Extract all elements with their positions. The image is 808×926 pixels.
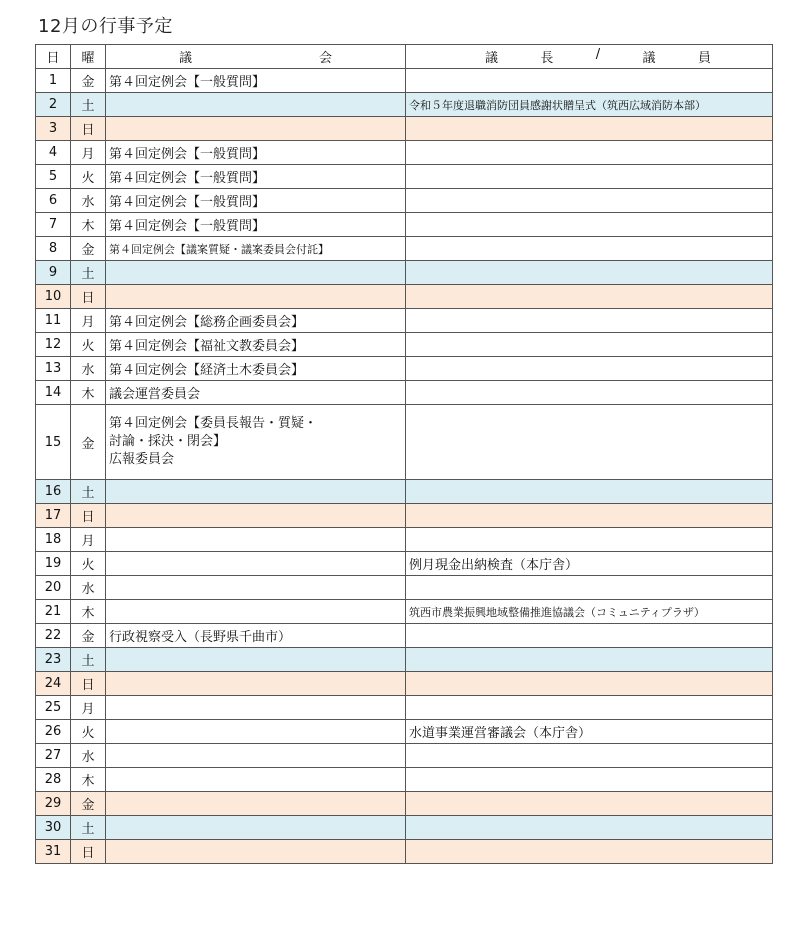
weekday-cell: 金: [71, 405, 106, 480]
council-event-cell: 議会運営委員会: [106, 381, 406, 405]
weekday-cell: 日: [71, 672, 106, 696]
weekday-cell: 日: [71, 117, 106, 141]
day-cell: 4: [36, 141, 71, 165]
table-row: [36, 528, 773, 552]
day-cell: 23: [36, 648, 71, 672]
header-council-char: 議: [179, 51, 193, 66]
council-event-cell: [106, 744, 406, 768]
table-row: [36, 840, 773, 864]
page-title: 12月の行事予定: [38, 16, 173, 37]
day-cell: 26: [36, 720, 71, 744]
chair-member-event-cell: [406, 69, 773, 93]
table-row: [36, 69, 773, 93]
chair-member-event-cell: [406, 141, 773, 165]
day-cell: 11: [36, 309, 71, 333]
chair-member-event-cell: [406, 189, 773, 213]
header-dow: 曜: [71, 45, 106, 69]
table-row: [36, 189, 773, 213]
day-cell: 25: [36, 696, 71, 720]
council-event-cell: [106, 552, 406, 576]
day-cell: 17: [36, 504, 71, 528]
weekday-cell: 土: [71, 816, 106, 840]
council-event-cell: [106, 405, 406, 480]
header-chair-char: 長: [540, 51, 554, 66]
day-cell: 21: [36, 600, 71, 624]
day-cell: 6: [36, 189, 71, 213]
council-event-line: 第４回定例会【委員長報告・質疑・: [109, 416, 318, 431]
weekday-cell: 火: [71, 552, 106, 576]
weekday-cell: 木: [71, 381, 106, 405]
chair-member-event-cell: [406, 624, 773, 648]
weekday-cell: 土: [71, 480, 106, 504]
table-header-row: [36, 45, 773, 69]
chair-member-event-cell: [406, 768, 773, 792]
chair-member-event-cell: 水道事業運営審議会（本庁舎）: [406, 720, 773, 744]
council-event-cell: [106, 261, 406, 285]
weekday-cell: 金: [71, 792, 106, 816]
weekday-cell: 月: [71, 696, 106, 720]
day-cell: 2: [36, 93, 71, 117]
table-row: [36, 237, 773, 261]
council-event-cell: 行政視察受入（長野県千曲市）: [106, 624, 406, 648]
weekday-cell: 金: [71, 69, 106, 93]
weekday-cell: 月: [71, 141, 106, 165]
table-row: [36, 576, 773, 600]
chair-member-event-cell: [406, 213, 773, 237]
chair-member-event-cell: [406, 381, 773, 405]
header-council: [106, 45, 406, 69]
council-event-cell: [106, 816, 406, 840]
council-event-cell: [106, 576, 406, 600]
table-row: [36, 480, 773, 504]
weekday-cell: 金: [71, 624, 106, 648]
day-cell: 16: [36, 480, 71, 504]
table-row: [36, 720, 773, 744]
weekday-cell: 火: [71, 720, 106, 744]
council-event-cell: [106, 720, 406, 744]
weekday-cell: 月: [71, 528, 106, 552]
council-event-cell: [106, 480, 406, 504]
chair-member-event-cell: [406, 165, 773, 189]
header-chair-members: [406, 45, 773, 69]
chair-member-event-cell: [406, 528, 773, 552]
table-row: [36, 333, 773, 357]
chair-member-event-cell: [406, 261, 773, 285]
table-row: [36, 504, 773, 528]
table-row: [36, 768, 773, 792]
table-row: [36, 285, 773, 309]
table-row: [36, 93, 773, 117]
council-event-line: 討論・採決・閉会】: [109, 434, 227, 449]
weekday-cell: 木: [71, 768, 106, 792]
council-event-cell: [106, 792, 406, 816]
council-event-cell: [106, 93, 406, 117]
chair-member-event-cell: [406, 117, 773, 141]
day-cell: 18: [36, 528, 71, 552]
weekday-cell: 日: [71, 840, 106, 864]
council-event-cell: [106, 285, 406, 309]
day-cell: 22: [36, 624, 71, 648]
council-event-cell: [106, 648, 406, 672]
weekday-cell: 日: [71, 285, 106, 309]
chair-member-event-cell: [406, 333, 773, 357]
council-event-cell: 第４回定例会【総務企画委員会】: [106, 309, 406, 333]
chair-member-event-cell: [406, 792, 773, 816]
table-row: [36, 213, 773, 237]
day-cell: 1: [36, 69, 71, 93]
chair-member-event-cell: [406, 285, 773, 309]
schedule-table: [35, 44, 773, 864]
council-event-cell: 第４回定例会【一般質問】: [106, 69, 406, 93]
table-row: [36, 792, 773, 816]
council-event-cell: 第４回定例会【一般質問】: [106, 165, 406, 189]
chair-member-event-cell: [406, 480, 773, 504]
day-cell: 29: [36, 792, 71, 816]
day-cell: 14: [36, 381, 71, 405]
weekday-cell: 土: [71, 648, 106, 672]
table-row: [36, 624, 773, 648]
day-cell: 27: [36, 744, 71, 768]
council-event-cell: 第４回定例会【福祉文教委員会】: [106, 333, 406, 357]
day-cell: 28: [36, 768, 71, 792]
chair-member-event-cell: [406, 648, 773, 672]
table-row: [36, 309, 773, 333]
chair-member-event-cell: [406, 504, 773, 528]
table-row: [36, 381, 773, 405]
council-event-cell: 第４回定例会【一般質問】: [106, 141, 406, 165]
day-cell: 31: [36, 840, 71, 864]
chair-member-event-cell: [406, 840, 773, 864]
header-chair-char: 議: [642, 51, 656, 66]
chair-member-event-cell: 筑西市農業振興地域整備推進協議会（コミュニティプラザ）: [406, 600, 773, 624]
day-cell: 12: [36, 333, 71, 357]
council-event-cell: 第４回定例会【一般質問】: [106, 189, 406, 213]
council-event-cell: [106, 528, 406, 552]
header-chair-char: /: [595, 47, 601, 62]
day-cell: 24: [36, 672, 71, 696]
council-event-cell: [106, 768, 406, 792]
chair-member-event-cell: 令和５年度退職消防団員感謝状贈呈式（筑西広域消防本部）: [406, 93, 773, 117]
weekday-cell: 金: [71, 237, 106, 261]
weekday-cell: 火: [71, 333, 106, 357]
council-event-cell: [106, 672, 406, 696]
weekday-cell: 月: [71, 309, 106, 333]
weekday-cell: 木: [71, 600, 106, 624]
table-row: [36, 357, 773, 381]
day-cell: 8: [36, 237, 71, 261]
day-cell: 7: [36, 213, 71, 237]
weekday-cell: 水: [71, 357, 106, 381]
weekday-cell: 土: [71, 93, 106, 117]
table-row: [36, 117, 773, 141]
weekday-cell: 土: [71, 261, 106, 285]
day-cell: 20: [36, 576, 71, 600]
chair-member-event-cell: [406, 309, 773, 333]
table-row: [36, 165, 773, 189]
day-cell: 19: [36, 552, 71, 576]
chair-member-event-cell: 例月現金出納検査（本庁舎）: [406, 552, 773, 576]
chair-member-event-cell: [406, 405, 773, 480]
weekday-cell: 木: [71, 213, 106, 237]
table-row: [36, 600, 773, 624]
council-event-cell: 第４回定例会【経済土木委員会】: [106, 357, 406, 381]
day-cell: 30: [36, 816, 71, 840]
council-event-cell: [106, 840, 406, 864]
day-cell: 9: [36, 261, 71, 285]
table-row: [36, 405, 773, 480]
day-cell: 5: [36, 165, 71, 189]
table-row: [36, 696, 773, 720]
chair-member-event-cell: [406, 816, 773, 840]
day-cell: 3: [36, 117, 71, 141]
header-council-char: 会: [318, 51, 332, 66]
header-chair-char: 議: [485, 51, 499, 66]
table-row: [36, 648, 773, 672]
weekday-cell: 日: [71, 504, 106, 528]
chair-member-event-cell: [406, 237, 773, 261]
chair-member-event-cell: [406, 576, 773, 600]
header-day: 日: [36, 45, 71, 69]
table-row: [36, 261, 773, 285]
weekday-cell: 水: [71, 189, 106, 213]
table-row: [36, 141, 773, 165]
weekday-cell: 水: [71, 744, 106, 768]
day-cell: 13: [36, 357, 71, 381]
council-event-line: 広報委員会: [109, 452, 175, 467]
chair-member-event-cell: [406, 696, 773, 720]
weekday-cell: 水: [71, 576, 106, 600]
weekday-cell: 火: [71, 165, 106, 189]
council-event-cell: [106, 117, 406, 141]
table-row: [36, 816, 773, 840]
council-event-cell: [106, 600, 406, 624]
header-chair-char: 員: [697, 51, 711, 66]
chair-member-event-cell: [406, 672, 773, 696]
council-event-cell: 第４回定例会【一般質問】: [106, 213, 406, 237]
chair-member-event-cell: [406, 744, 773, 768]
table-row: [36, 744, 773, 768]
table-row: [36, 552, 773, 576]
council-event-cell: [106, 696, 406, 720]
table-row: [36, 672, 773, 696]
chair-member-event-cell: [406, 357, 773, 381]
day-cell: 10: [36, 285, 71, 309]
council-event-cell: 第４回定例会【議案質疑・議案委員会付託】: [106, 237, 406, 261]
council-event-cell: [106, 504, 406, 528]
day-cell: 15: [36, 405, 71, 480]
